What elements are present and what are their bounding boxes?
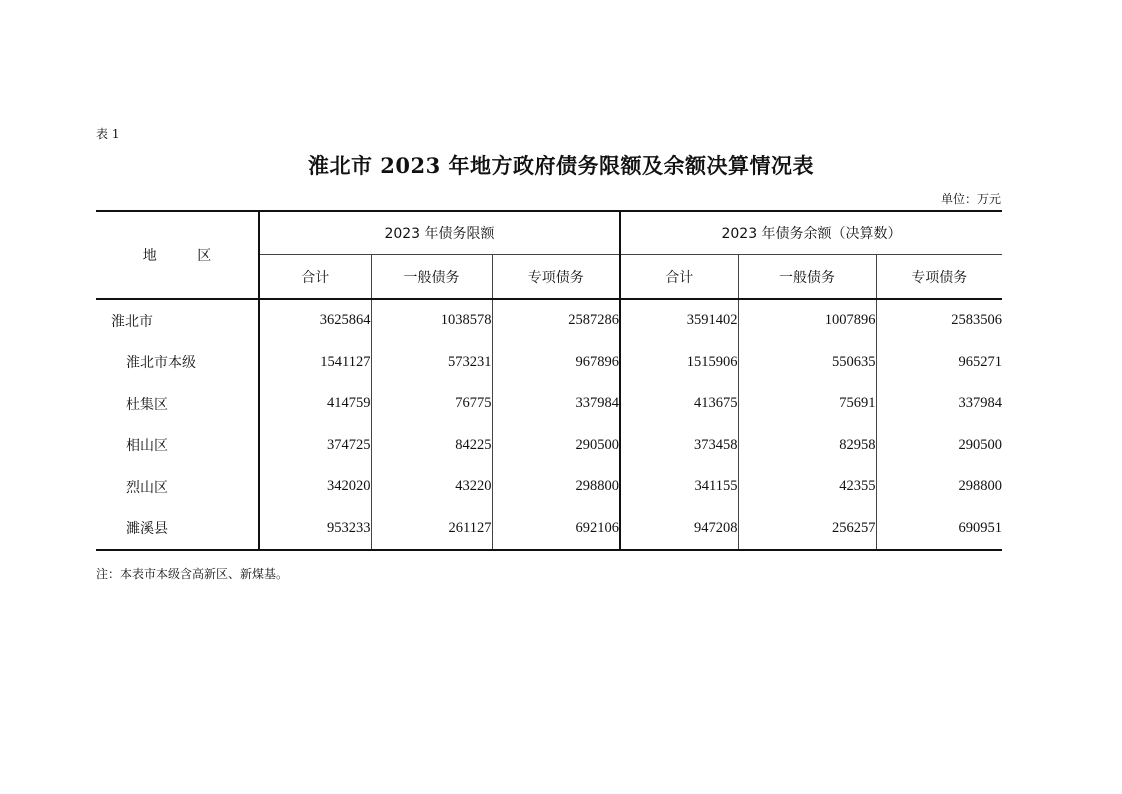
- document-title: 淮北市 2023 年地方政府债务限额及余额决算情况表: [307, 153, 815, 178]
- limit-special-header: 专项债务: [492, 255, 620, 300]
- balance-total-cell: 413675: [620, 383, 738, 425]
- limit-general-cell: 1038578: [371, 299, 492, 342]
- header-row-groups: [96, 211, 1002, 255]
- balance-general-cell: 75691: [738, 383, 876, 425]
- limit-total-cell: 3625864: [259, 299, 371, 342]
- limit-total-cell: 374725: [259, 425, 371, 467]
- balance-special-cell: 2583506: [951, 312, 1003, 329]
- table-row: [96, 508, 1002, 551]
- limit-special-cell: 967896: [492, 342, 620, 384]
- limit-general-cell: 573231: [371, 342, 492, 384]
- balance-total-cell: 947208: [620, 508, 738, 551]
- limit-general-cell: 76775: [371, 383, 492, 425]
- balance-total-header: 合计: [620, 255, 738, 300]
- balance-general-cell: 42355: [738, 466, 876, 508]
- balance-total-cell: 3591402: [620, 299, 738, 342]
- table-row: [96, 383, 1002, 425]
- table-body: [96, 299, 1002, 550]
- debt-table: [96, 210, 1002, 551]
- balance-special-cell: 298800: [958, 478, 1003, 495]
- balance-group-header: 2023 年债务余额（决算数）: [620, 211, 1002, 255]
- limit-total-cell: 342020: [259, 466, 371, 508]
- balance-total-cell: 1515906: [620, 342, 738, 384]
- balance-total-cell: 373458: [620, 425, 738, 467]
- region-name: 烈山区: [96, 466, 259, 508]
- limit-general-cell: 261127: [371, 508, 492, 551]
- balance-general-cell: 256257: [738, 508, 876, 551]
- balance-total-cell: 341155: [620, 466, 738, 508]
- region-name: 相山区: [96, 425, 259, 467]
- balance-general-header: 一般债务: [738, 255, 876, 300]
- limit-total-cell: 414759: [259, 383, 371, 425]
- region-name: 濉溪县: [96, 508, 259, 551]
- limit-special-cell: 290500: [492, 425, 620, 467]
- table-number-label: 表 1: [96, 127, 120, 141]
- limit-total-cell: 953233: [259, 508, 371, 551]
- region-name: 杜集区: [96, 383, 259, 425]
- balance-special-cell: 337984: [958, 395, 1003, 412]
- limit-total-header: 合计: [259, 255, 371, 300]
- limit-general-cell: 43220: [371, 466, 492, 508]
- limit-group-header: 2023 年债务限额: [259, 211, 620, 255]
- limit-special-cell: 337984: [492, 383, 620, 425]
- limit-general-header: 一般债务: [371, 255, 492, 300]
- balance-special-cell: 290500: [958, 436, 1003, 453]
- table-row: [96, 466, 1002, 508]
- region-name: 淮北市本级: [96, 342, 259, 384]
- limit-special-cell: 298800: [492, 466, 620, 508]
- balance-general-cell: 1007896: [738, 299, 876, 342]
- footnote: 注：本表市本级含高新区、新煤基。: [96, 567, 289, 581]
- balance-special-cell: 690951: [876, 508, 1002, 551]
- table-row: [96, 425, 1002, 467]
- limit-special-cell: 692106: [492, 508, 620, 551]
- region-name: 淮北市: [96, 299, 259, 342]
- table-row: [96, 299, 1002, 342]
- balance-general-cell: 550635: [738, 342, 876, 384]
- limit-special-cell: 2587286: [492, 299, 620, 342]
- region-column-header: 地 区: [96, 211, 259, 299]
- table-row: [96, 342, 1002, 384]
- balance-general-cell: 82958: [738, 425, 876, 467]
- balance-special-header: 专项债务: [876, 255, 1002, 300]
- table-header: [96, 211, 1002, 299]
- balance-special-cell: 965271: [958, 353, 1003, 370]
- limit-total-cell: 1541127: [259, 342, 371, 384]
- unit-label: 单位：万元: [940, 192, 1001, 206]
- limit-general-cell: 84225: [371, 425, 492, 467]
